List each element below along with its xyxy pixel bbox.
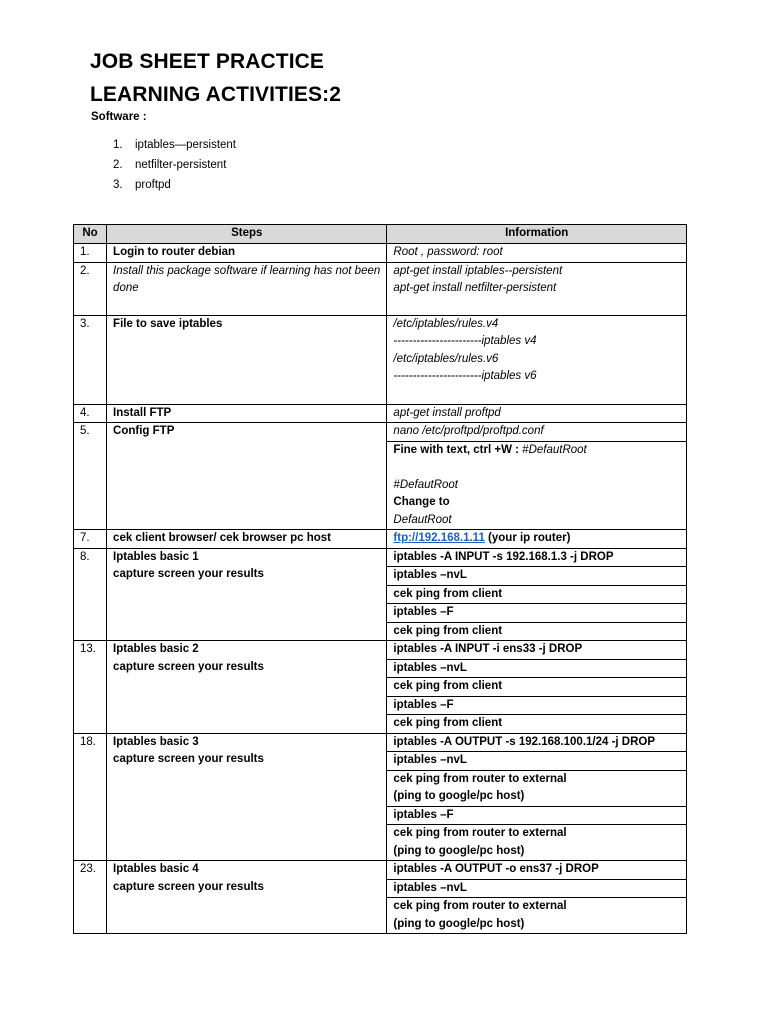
info-cell: iptables –nvL [387, 879, 687, 898]
info-cell: iptables –F [387, 696, 687, 715]
info-cell: iptables –F [387, 806, 687, 825]
info-cell: iptables –F [387, 604, 687, 623]
row-number: 18. [74, 733, 107, 861]
step-cell: Install FTP [107, 404, 387, 423]
step-cell: Iptables basic 3 capture screen your results [107, 733, 387, 861]
info-cell: apt-get install iptables--persistent apt-get install netfilter-persistent [387, 262, 687, 315]
row-number: 13. [74, 641, 107, 734]
table-row [74, 861, 687, 880]
ftp-link[interactable]: ftp://192.168.1.11 [393, 532, 485, 544]
column-header-steps: Steps [107, 225, 387, 244]
column-header-information: Information [387, 225, 687, 244]
table-row [74, 423, 687, 442]
info-cell: iptables -A INPUT -s 192.168.1.3 -j DROP [387, 548, 687, 567]
step-cell: Iptables basic 1 capture screen your results [107, 548, 387, 641]
job-sheet-table [73, 224, 687, 934]
row-number: 3. [74, 315, 107, 404]
info-cell: apt-get install proftpd [387, 404, 687, 423]
info-cell: Root , password: root [387, 244, 687, 263]
info-cell: Fine with text, ctrl +W : #DefautRoot #DefautRoot Change to DefautRoot [387, 441, 687, 530]
row-number: 1. [74, 244, 107, 263]
step-cell: Iptables basic 4 capture screen your results [107, 861, 387, 934]
info-cell: cek ping from router to external (ping to google/pc host) [387, 898, 687, 934]
page-title: JOB SHEET PRACTICE [90, 50, 324, 73]
table-row [74, 404, 687, 423]
info-cell: nano /etc/proftpd/proftpd.conf [387, 423, 687, 442]
info-cell: iptables –nvL [387, 567, 687, 586]
info-cell: iptables -A INPUT -i ens33 -j DROP [387, 641, 687, 660]
info-cell: iptables -A OUTPUT -s 192.168.100.1/24 -j DROP [387, 733, 687, 752]
table-row [74, 548, 687, 567]
info-cell: iptables –nvL [387, 752, 687, 771]
step-cell: Iptables basic 2 capture screen your results [107, 641, 387, 734]
list-item: 3. proftpd [113, 179, 171, 191]
row-number: 8. [74, 548, 107, 641]
info-cell: cek ping from router to external (ping to google/pc host) [387, 770, 687, 806]
table-row [74, 244, 687, 263]
row-number: 5. [74, 423, 107, 530]
info-cell: cek ping from router to external (ping to google/pc host) [387, 825, 687, 861]
step-cell: cek client browser/ cek browser pc host [107, 530, 387, 549]
info-cell: cek ping from client [387, 678, 687, 697]
row-number: 23. [74, 861, 107, 934]
table-header-row [74, 225, 687, 244]
table-row [74, 641, 687, 660]
info-cell: ftp://192.168.1.11 (your ip router) [387, 530, 687, 549]
table-row [74, 733, 687, 752]
step-cell: Config FTP [107, 423, 387, 530]
table-row [74, 315, 687, 404]
table-row [74, 530, 687, 549]
list-item: 1. iptables—persistent [113, 139, 236, 151]
column-header-no: No [74, 225, 107, 244]
row-number: 2. [74, 262, 107, 315]
step-cell: Install this package software if learning has not been done [107, 262, 387, 315]
info-cell: iptables -A OUTPUT -o ens37 -j DROP [387, 861, 687, 880]
info-cell: iptables –nvL [387, 659, 687, 678]
info-cell: cek ping from client [387, 715, 687, 734]
software-label: Software : [91, 111, 147, 123]
step-cell: Login to router debian [107, 244, 387, 263]
info-cell: cek ping from client [387, 585, 687, 604]
step-cell: File to save iptables [107, 315, 387, 404]
info-cell: /etc/iptables/rules.v4 -----------------------iptables v4 /etc/iptables/rules.v6 -----------------------iptables v6 [387, 315, 687, 404]
row-number: 4. [74, 404, 107, 423]
software-list [113, 138, 236, 198]
row-number: 7. [74, 530, 107, 549]
list-item: 2. netfilter-persistent [113, 159, 227, 171]
page-subtitle: LEARNING ACTIVITIES:2 [90, 83, 342, 106]
info-cell: cek ping from client [387, 622, 687, 641]
table-row [74, 262, 687, 315]
